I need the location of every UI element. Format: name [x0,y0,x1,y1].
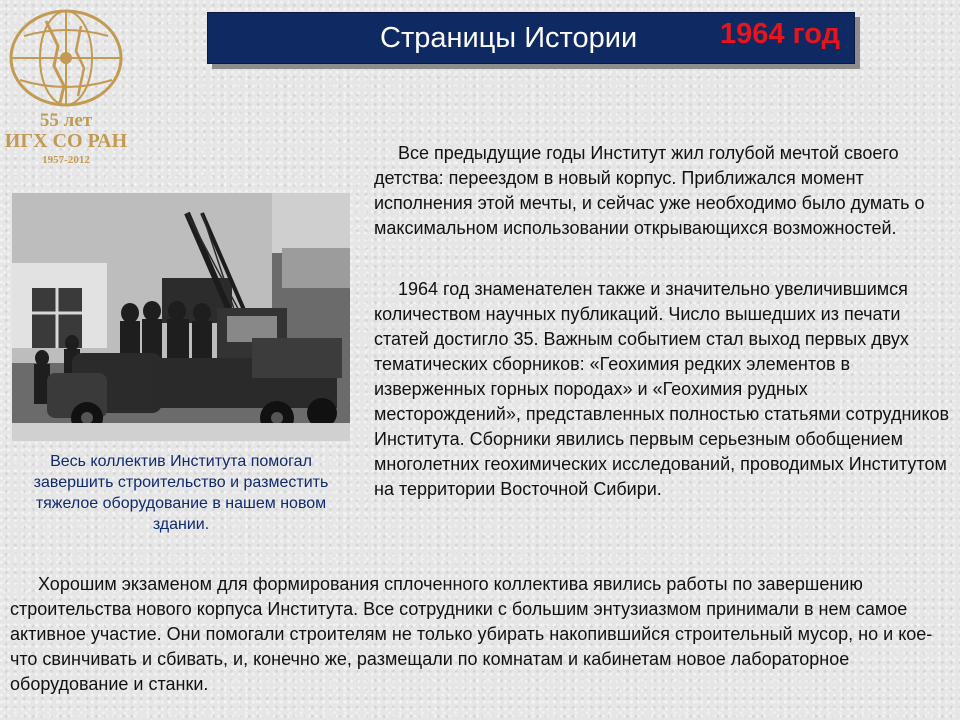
title-bar [207,12,855,64]
logo-years: 55 лет [39,110,93,131]
historical-photo [12,193,350,441]
photo-image [12,193,350,441]
logo-span: 1957-2012 [42,154,90,166]
paragraph-3: Хорошим экзаменом для формирования сплоченного коллектива явились работы по завершению строительства нового корпуса Института. Все сотрудники с большим энтузиазмом принимали в нем самое активное участие. Они помогали строителям не только убирать накопившийся строительный мусор, но и кое-что свинчивать и сбивать, и, конечно же, размещали по комнатам и кабинетам новое лабораторное оборудование и станки. [10,574,933,694]
page-title: Страницы Истории [380,22,638,54]
logo-emblem-icon [6,6,126,111]
logo-org: ИГХ СО РАН [4,130,128,152]
paragraph-1: Все предыдущие годы Институт жил голубой мечтой своего детства: переездом в новый корпус. Приближался момент исполнения этой мечты, и сейчас уже необходимо было думать о максимальном использовании открывающихся возможностей. [374,143,925,238]
photo-caption: Весь коллектив Института помогал завершить строительство и разместить тяжелое оборудование в нашем новом здании. [33,453,329,533]
paragraph-2: 1964 год знаменателен также и значительно увеличившимся количеством научных публикаций. Число вышедших из печати статей достигло 35. Важным событием стал выход первых двух тематических сборников: «Геохимия редких элементов в изверженных горных породах» и «Геохимия рудных месторождений», представленных полностью статьями сотрудников Института. Сборники явились первым серьезным обобщением многолетних геохимических исследований, проводимых Институтом на территории Восточной Сибири. [374,279,950,499]
year-label: 1964 год [720,18,841,50]
